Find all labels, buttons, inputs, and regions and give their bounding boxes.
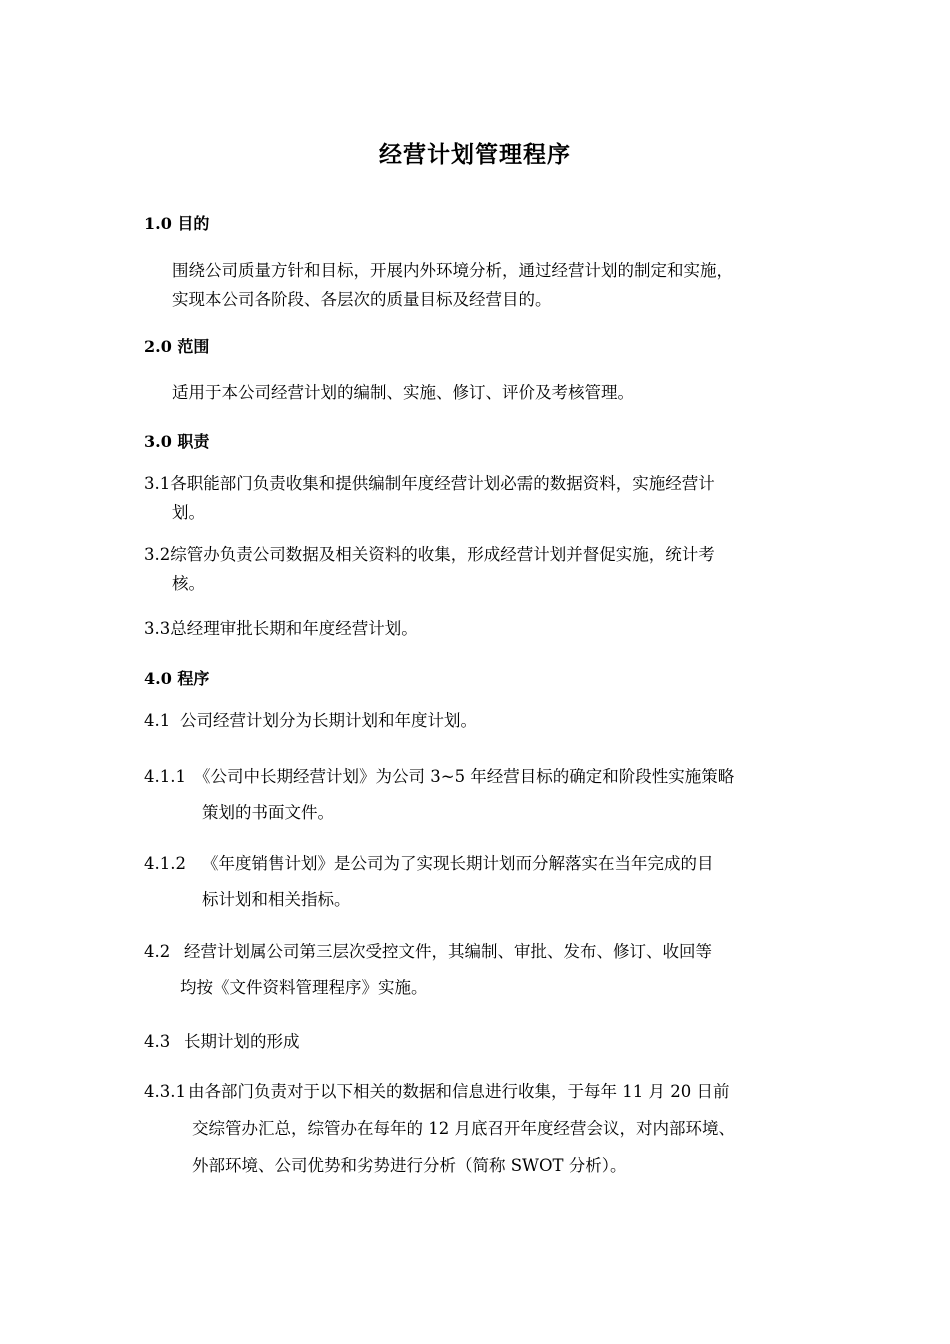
section-body-scope (172, 378, 634, 407)
item-text: 划。 (172, 503, 205, 522)
list-item-3-3 (144, 614, 418, 643)
list-item-4-1 (144, 706, 477, 735)
list-item-4-2 (144, 934, 712, 1006)
item-number: 4.1 (144, 711, 171, 730)
section-heading-scope: 2.0 范围 (144, 337, 210, 356)
list-item-4-3 (144, 1024, 300, 1060)
list-item-3-1 (144, 469, 715, 527)
item-number: 4.1.1 (144, 767, 186, 786)
section-heading-responsibilities: 3.0 职责 (144, 432, 210, 451)
list-item-3-2 (144, 540, 715, 598)
item-text: 标计划和相关指标。 (202, 890, 351, 909)
item-number: 4.2 (144, 942, 171, 961)
item-text: 长期计划的形成 (184, 1032, 300, 1051)
item-text: 均按《文件资料管理程序》实施。 (180, 978, 428, 997)
list-item-4-1-1 (144, 759, 734, 831)
list-item-4-3-1 (144, 1073, 735, 1184)
paragraph-line: 适用于本公司经营计划的编制、实施、修订、评价及考核管理。 (172, 383, 634, 402)
item-text: 核。 (172, 574, 205, 593)
item-text: 综管办负责公司数据及相关资料的收集，形成经营计划并督促实施，统计考 (170, 545, 715, 564)
section-body-purpose (172, 256, 733, 314)
document-title: 经营计划管理程序 (379, 141, 571, 168)
item-text: 各职能部门负责收集和提供编制年度经营计划必需的数据资料，实施经营计 (170, 474, 715, 493)
item-text: 策划的书面文件。 (202, 803, 334, 822)
item-number: 4.3 (144, 1032, 171, 1051)
item-text: 公司经营计划分为长期计划和年度计划。 (180, 711, 477, 730)
section-heading-procedure: 4.0 程序 (144, 669, 210, 688)
item-text: 总经理审批长期和年度经营计划。 (170, 619, 418, 638)
item-text: 由各部门负责对于以下相关的数据和信息进行收集，于每年 11 月 20 日前 (188, 1082, 730, 1101)
item-number: 4.1.2 (144, 854, 186, 873)
item-number: 3.3 (144, 619, 171, 638)
paragraph-line: 围绕公司质量方针和目标，开展内外环境分析，通过经营计划的制定和实施， (172, 261, 733, 280)
item-text: 外部环境、公司优势和劣势进行分析（简称 SWOT 分析）。 (192, 1156, 627, 1175)
list-item-4-1-2 (144, 846, 714, 918)
item-number: 3.2 (144, 545, 171, 564)
item-text: 交综管办汇总，综管办在每年的 12 月底召开年度经营会议，对内部环境、 (192, 1119, 735, 1138)
item-number: 3.1 (144, 474, 171, 493)
item-text: 《年度销售计划》是公司为了实现长期计划而分解落实在当年完成的目 (202, 854, 714, 873)
item-number: 4.3.1 (144, 1082, 186, 1101)
section-heading-purpose: 1.0 目的 (144, 214, 210, 233)
paragraph-line: 实现本公司各阶段、各层次的质量目标及经营目的。 (172, 290, 552, 309)
item-text: 《公司中长期经营计划》为公司 3~5 年经营目标的确定和阶段性实施策略 (194, 767, 735, 786)
item-text: 经营计划属公司第三层次受控文件，其编制、审批、发布、修订、收回等 (184, 942, 712, 961)
